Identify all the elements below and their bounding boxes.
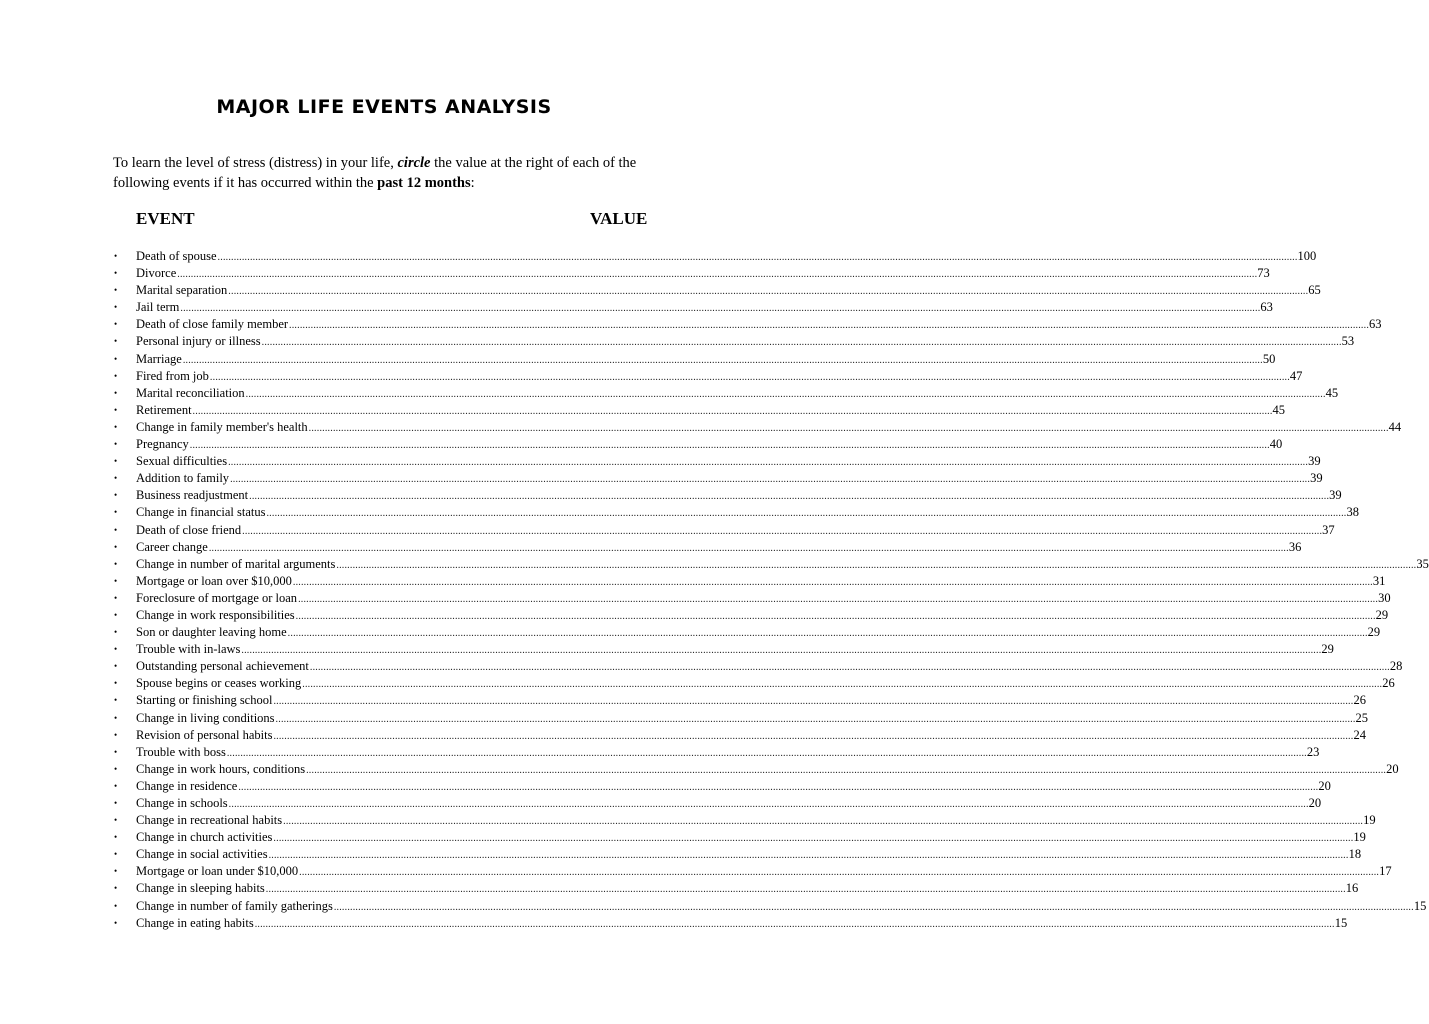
event-row (113, 590, 1391, 607)
event-value[interactable]: 63 (1260, 300, 1273, 315)
event-value[interactable]: 20 (1386, 761, 1399, 776)
dot-leader: ................................................................................................................................................................................................................................................................................................................................................................................................................ (268, 850, 1349, 862)
event-label: Change in number of marital arguments (136, 556, 336, 571)
bullet-icon: • (114, 661, 118, 672)
dot-leader: ................................................................................................................................................................................................................................................................................................................................................................................................................ (333, 901, 1414, 913)
event-label: Personal injury or illness (136, 334, 261, 349)
page-title: MAJOR LIFE EVENTS ANALYSIS (216, 96, 552, 118)
dot-leader: ................................................................................................................................................................................................................................................................................................................................................................................................................ (177, 269, 1258, 281)
event-row (113, 333, 1355, 350)
event-value[interactable]: 37 (1322, 522, 1335, 537)
bullet-icon: • (114, 832, 118, 843)
event-value[interactable]: 24 (1353, 727, 1366, 742)
event-label: Addition to family (136, 471, 230, 486)
bullet-icon: • (114, 541, 118, 552)
bullet-icon: • (114, 763, 118, 774)
event-value[interactable]: 26 (1382, 676, 1395, 691)
dot-leader: ................................................................................................................................................................................................................................................................................................................................................................................................................ (228, 799, 1309, 810)
intro-text-2: the value at the right of each of the following events if it has occurred within the (113, 155, 637, 191)
bullet-icon: • (114, 815, 118, 826)
event-value[interactable]: 19 (1353, 830, 1366, 845)
event-value[interactable]: 45 (1325, 385, 1339, 400)
event-row (113, 863, 1392, 880)
event-label: Pregnancy (136, 437, 189, 452)
bullet-icon: • (114, 780, 118, 791)
event-value[interactable]: 39 (1310, 471, 1323, 486)
event-row (113, 504, 1359, 521)
event-label: Death of close family member (136, 317, 289, 332)
bullet-icon: • (114, 404, 118, 415)
bullet-icon: • (114, 473, 118, 484)
dot-leader: ................................................................................................................................................................................................................................................................................................................................................................................................................ (273, 833, 1354, 845)
intro-text-3: : (470, 175, 475, 191)
event-value[interactable]: 26 (1353, 693, 1366, 708)
bullet-icon: • (114, 609, 118, 620)
dot-leader: ................................................................................................................................................................................................................................................................................................................................................................................................................ (265, 884, 1346, 896)
event-value[interactable]: 47 (1289, 368, 1303, 383)
intro-paragraph (113, 153, 658, 193)
event-row (113, 915, 1348, 932)
dot-leader: ................................................................................................................................................................................................................................................................................................................................................................................................................ (242, 525, 1323, 537)
event-row (113, 624, 1381, 641)
dot-leader: ................................................................................................................................................................................................................................................................................................................................................................................................................ (299, 867, 1380, 879)
event-value[interactable]: 23 (1306, 744, 1320, 759)
event-row (113, 436, 1283, 453)
event-value[interactable]: 18 (1348, 847, 1362, 862)
event-value[interactable]: 16 (1345, 881, 1359, 896)
dot-leader: ................................................................................................................................................................................................................................................................................................................................................................................................................ (287, 628, 1368, 640)
dot-leader: ................................................................................................................................................................................................................................................................................................................................................................................................................ (306, 764, 1387, 776)
bullet-icon: • (114, 695, 118, 706)
event-label: Change in residence (136, 778, 238, 793)
event-label: Revision of personal habits (136, 727, 273, 742)
event-row (113, 248, 1317, 265)
dot-leader: ................................................................................................................................................................................................................................................................................................................................................................................................................ (217, 252, 1298, 263)
bullet-icon: • (114, 490, 118, 501)
event-row (113, 368, 1303, 385)
bullet-icon: • (114, 627, 118, 638)
dot-leader: ................................................................................................................................................................................................................................................................................................................................................................................................................ (266, 508, 1347, 520)
event-row (113, 829, 1366, 846)
bullet-icon: • (114, 575, 118, 586)
event-row (113, 727, 1366, 744)
dot-leader: ................................................................................................................................................................................................................................................................................................................................................................................................................ (208, 542, 1289, 554)
dot-leader: ................................................................................................................................................................................................................................................................................................................................................................................................................ (275, 713, 1356, 725)
event-value[interactable]: 31 (1372, 573, 1386, 588)
dot-leader: ................................................................................................................................................................................................................................................................................................................................................................................................................ (283, 816, 1364, 828)
event-row (113, 658, 1403, 675)
event-label: Career change (136, 539, 208, 554)
event-label: Change in social activities (136, 847, 268, 862)
bullet-icon: • (114, 387, 118, 398)
bullet-icon: • (114, 268, 118, 279)
event-value[interactable]: 35 (1416, 556, 1429, 571)
dot-leader: ................................................................................................................................................................................................................................................................................................................................................................................................................ (254, 918, 1335, 930)
dot-leader: ................................................................................................................................................................................................................................................................................................................................................................................................................ (226, 747, 1307, 759)
bullet-icon: • (114, 319, 118, 330)
intro-emphasis: circle (397, 155, 431, 171)
event-label: Outstanding personal achievement (136, 659, 309, 674)
dot-leader: ................................................................................................................................................................................................................................................................................................................................................................................................................ (298, 593, 1379, 605)
dot-leader: ................................................................................................................................................................................................................................................................................................................................................................................................................ (245, 388, 1326, 400)
event-row (113, 607, 1389, 624)
dot-leader: ................................................................................................................................................................................................................................................................................................................................................................................................................ (192, 405, 1273, 417)
bullet-icon: • (114, 558, 118, 569)
event-column-header: EVENT (136, 209, 195, 228)
event-row (113, 539, 1302, 556)
event-row (113, 299, 1273, 316)
bullet-icon: • (114, 592, 118, 603)
event-value[interactable]: 15 (1413, 898, 1427, 913)
event-label: Change in sleeping habits (136, 881, 265, 896)
bullet-icon: • (114, 336, 118, 347)
event-label: Death of close friend (136, 522, 242, 537)
event-value[interactable]: 29 (1367, 625, 1381, 640)
event-row (113, 692, 1366, 709)
dot-leader: ................................................................................................................................................................................................................................................................................................................................................................................................................ (238, 781, 1319, 793)
event-row (113, 675, 1395, 692)
bullet-icon: • (114, 866, 118, 877)
dot-leader: ................................................................................................................................................................................................................................................................................................................................................................................................................ (228, 286, 1309, 298)
dot-leader: ................................................................................................................................................................................................................................................................................................................................................................................................................ (336, 559, 1417, 571)
bullet-icon: • (114, 678, 118, 689)
event-row (113, 402, 1286, 419)
dot-leader: ................................................................................................................................................................................................................................................................................................................................................................................................................ (295, 610, 1376, 622)
event-label: Mortgage or loan under $10,000 (136, 864, 299, 879)
event-row (113, 351, 1276, 368)
event-label: Sexual difficulties (136, 454, 228, 469)
event-row (113, 487, 1342, 504)
event-label: Change in recreational habits (136, 813, 283, 828)
event-value[interactable]: 19 (1363, 813, 1376, 828)
dot-leader: ................................................................................................................................................................................................................................................................................................................................................................................................................ (273, 696, 1354, 708)
event-label: Marital reconciliation (136, 385, 245, 400)
intro-text-1: To learn the level of stress (distress) in your life, (113, 155, 398, 171)
dot-leader: ................................................................................................................................................................................................................................................................................................................................................................................................................ (289, 320, 1370, 332)
event-label: Death of spouse (136, 249, 217, 263)
event-label: Change in church activities (136, 830, 273, 845)
event-label: Son or daughter leaving home (136, 625, 287, 640)
event-value[interactable]: 20 (1308, 796, 1322, 810)
event-value[interactable]: 100 (1297, 249, 1317, 263)
bullet-icon: • (114, 729, 118, 740)
event-row (113, 880, 1359, 897)
dot-leader: ................................................................................................................................................................................................................................................................................................................................................................................................................ (182, 354, 1263, 366)
event-value[interactable]: 29 (1375, 607, 1389, 622)
event-row (113, 795, 1322, 812)
bullet-icon: • (114, 439, 118, 450)
event-value[interactable]: 53 (1341, 334, 1355, 349)
dot-leader: ................................................................................................................................................................................................................................................................................................................................................................................................................ (241, 645, 1322, 657)
bullet-icon: • (114, 849, 118, 860)
dot-leader: ................................................................................................................................................................................................................................................................................................................................................................................................................ (261, 337, 1342, 349)
event-value[interactable]: 63 (1369, 317, 1382, 332)
event-label: Trouble with in-laws (136, 642, 241, 657)
bullet-icon: • (114, 712, 118, 723)
event-value[interactable]: 38 (1346, 505, 1359, 520)
dot-leader: ................................................................................................................................................................................................................................................................................................................................................................................................................ (209, 371, 1290, 383)
event-label: Spouse begins or ceases working (136, 676, 302, 691)
bullet-icon: • (114, 917, 118, 928)
event-row (113, 846, 1362, 863)
event-label: Change in work responsibilities (136, 607, 295, 622)
bullet-icon: • (114, 302, 118, 313)
dot-leader: ................................................................................................................................................................................................................................................................................................................................................................................................................ (308, 422, 1389, 434)
event-value[interactable]: 25 (1355, 710, 1369, 725)
event-row (113, 419, 1402, 436)
event-label: Marriage (136, 351, 182, 366)
event-label: Divorce (136, 266, 177, 281)
event-row (113, 522, 1335, 539)
event-label: Change in living conditions (136, 710, 275, 725)
event-list (113, 248, 1429, 932)
event-label: Foreclosure of mortgage or loan (136, 590, 298, 605)
bullet-icon: • (114, 883, 118, 894)
event-label: Change in work hours, conditions (136, 761, 306, 776)
event-value[interactable]: 65 (1308, 283, 1321, 298)
event-row (113, 778, 1331, 795)
event-row (113, 453, 1321, 470)
dot-leader: ................................................................................................................................................................................................................................................................................................................................................................................................................ (309, 662, 1390, 674)
event-value[interactable]: 20 (1318, 778, 1331, 793)
event-row (113, 385, 1339, 402)
event-row (113, 316, 1382, 333)
event-label: Fired from job (136, 368, 209, 383)
dot-leader: ................................................................................................................................................................................................................................................................................................................................................................................................................ (292, 576, 1373, 588)
event-row (113, 898, 1427, 915)
dot-leader: ................................................................................................................................................................................................................................................................................................................................................................................................................ (230, 474, 1311, 486)
event-row (113, 710, 1369, 727)
event-row (113, 470, 1323, 487)
bullet-icon: • (114, 251, 118, 261)
event-row (113, 265, 1270, 282)
bullet-icon: • (114, 285, 118, 296)
bullet-icon: • (114, 456, 118, 467)
value-column-header: VALUE (590, 209, 648, 228)
dot-leader: ................................................................................................................................................................................................................................................................................................................................................................................................................ (189, 440, 1270, 452)
dot-leader: ................................................................................................................................................................................................................................................................................................................................................................................................................ (302, 679, 1383, 691)
bullet-icon: • (114, 644, 118, 655)
event-label: Change in eating habits (136, 915, 254, 930)
event-value[interactable]: 39 (1329, 488, 1342, 503)
event-label: Change in financial status (136, 505, 266, 520)
event-row (113, 744, 1320, 761)
event-value[interactable]: 29 (1321, 642, 1334, 657)
bullet-icon: • (114, 798, 118, 808)
event-label: Change in family member's health (136, 419, 308, 434)
bullet-icon: • (114, 524, 118, 535)
event-value[interactable]: 50 (1262, 351, 1276, 366)
event-label: Retirement (136, 402, 192, 417)
event-value[interactable]: 15 (1334, 915, 1348, 930)
bullet-icon: • (114, 421, 118, 432)
event-row (113, 282, 1321, 299)
event-row (113, 812, 1376, 829)
event-value[interactable]: 17 (1379, 864, 1392, 879)
event-label: Change in number of family gatherings (136, 898, 333, 913)
bullet-icon: • (114, 746, 118, 757)
event-value[interactable]: 28 (1389, 659, 1403, 674)
event-value[interactable]: 36 (1288, 539, 1302, 554)
dot-leader: ................................................................................................................................................................................................................................................................................................................................................................................................................ (180, 303, 1261, 315)
dot-leader: ................................................................................................................................................................................................................................................................................................................................................................................................................ (249, 491, 1330, 503)
bullet-icon: • (114, 353, 118, 364)
event-label: Starting or finishing school (136, 693, 273, 708)
bullet-icon: • (114, 370, 118, 381)
event-value[interactable]: 40 (1269, 437, 1283, 452)
event-value[interactable]: 44 (1388, 419, 1402, 434)
event-value[interactable]: 73 (1257, 266, 1270, 281)
event-row (113, 556, 1429, 573)
event-row (113, 761, 1399, 778)
dot-leader: ................................................................................................................................................................................................................................................................................................................................................................................................................ (228, 457, 1309, 469)
bullet-icon: • (114, 900, 118, 911)
event-label: Mortgage or loan over $10,000 (136, 573, 292, 588)
intro-bold: past 12 months (377, 175, 471, 191)
bullet-icon: • (114, 507, 118, 518)
event-label: Business readjustment (136, 488, 249, 503)
event-label: Trouble with boss (136, 744, 226, 759)
event-label: Marital separation (136, 283, 228, 298)
event-value[interactable]: 39 (1308, 454, 1321, 469)
event-row (113, 641, 1334, 658)
event-label: Jail term (136, 300, 180, 315)
event-value[interactable]: 45 (1272, 402, 1286, 417)
event-label: Change in schools (136, 796, 228, 810)
dot-leader: ................................................................................................................................................................................................................................................................................................................................................................................................................ (273, 730, 1354, 742)
event-value[interactable]: 30 (1378, 590, 1391, 605)
event-row (113, 573, 1386, 590)
